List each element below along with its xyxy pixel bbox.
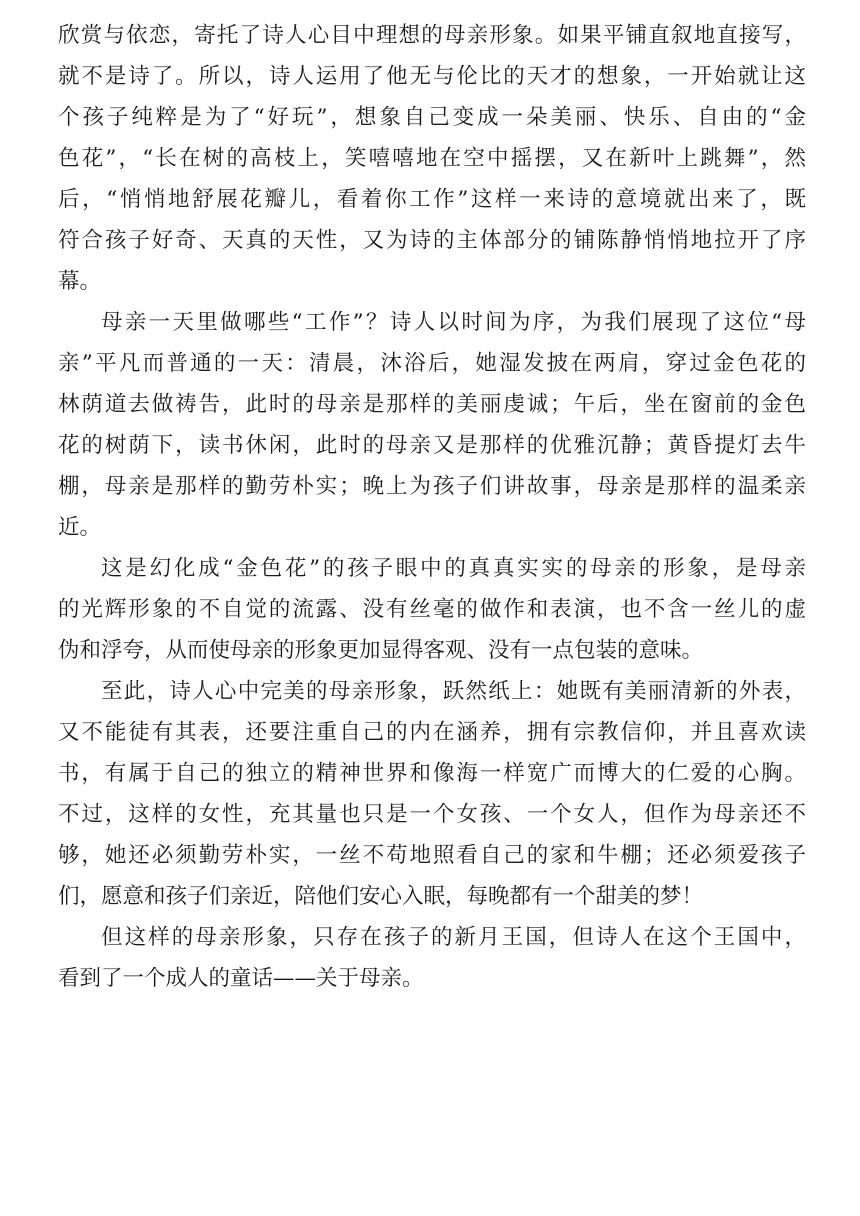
text-line: 不过，这样的女性，充其量也只是一个女孩、一个女人，但作为母亲还不: [58, 802, 808, 827]
text-line: 符合孩子好奇、天真的天性，又为诗的主体部分的铺陈静悄悄地拉开了序: [58, 228, 808, 253]
paragraph-5: [58, 917, 809, 999]
text-line: 后，“悄悄地舒展花瓣儿，看着你工作”这样一来诗的意境就出来了，既: [58, 187, 809, 212]
text-line: 这是幻化成“金色花”的孩子眼中的真真实实的母亲的形象，是母亲: [101, 556, 809, 581]
document-page: [58, 0, 809, 999]
text-line: 个孩子纯粹是为了“好玩”，想象自己变成一朵美丽、快乐、自由的“金: [58, 105, 809, 130]
text-line: 的光辉形象的不自觉的流露、没有丝毫的做作和表演，也不含一丝儿的虚: [58, 597, 808, 622]
paragraph-2: [58, 302, 809, 548]
text-line: 但这样的母亲形象，只存在孩子的新月王国，但诗人在这个王国中，: [101, 925, 809, 950]
text-line: 至此，诗人心中完美的母亲形象，跃然纸上：她既有美丽清新的外表，: [101, 679, 808, 704]
text-line: 伪和浮夸，从而使母亲的形象更加显得客观、没有一点包装的意味。: [58, 638, 704, 663]
text-line: 够，她还必须勤劳朴实，一丝不苟地照看自己的家和牛棚；还必须爱孩子: [58, 843, 808, 868]
text-line: 母亲一天里做哪些“工作”？诗人以时间为序，为我们展现了这位“母: [101, 310, 809, 335]
text-line: 亲”平凡而普通的一天：清晨，沐浴后，她湿发披在两肩，穿过金色花的: [58, 351, 809, 376]
text-line: 林荫道去做祷告，此时的母亲是那样的美丽虔诚；午后，坐在窗前的金色: [58, 392, 808, 417]
paragraph-1: [58, 15, 809, 302]
text-line: 看到了一个成人的童话——关于母亲。: [58, 966, 424, 991]
paragraph-4: [58, 671, 806, 917]
text-line: 色花”，“长在树的高枝上，笑嘻嘻地在空中摇摆，又在新叶上跳舞”，然: [58, 146, 809, 171]
text-line: 书，有属于自己的独立的精神世界和像海一样宽广而博大的仁爱的心胸。: [58, 761, 808, 786]
text-line: 就不是诗了。所以，诗人运用了他无与伦比的天才的想象，一开始就让这: [58, 64, 808, 89]
text-line: 近。: [58, 515, 102, 540]
text-line: 棚，母亲是那样的勤劳朴实；晚上为孩子们讲故事，母亲是那样的温柔亲: [58, 474, 808, 499]
paragraph-3: [58, 548, 809, 671]
text-line: 们，愿意和孩子们亲近，陪他们安心入眠，每晚都有一个甜美的梦！: [58, 884, 704, 909]
text-line: 欣赏与依恋，寄托了诗人心目中理想的母亲形象。如果平铺直叙地直接写，: [58, 23, 808, 48]
text-line: 花的树荫下，读书休闲，此时的母亲又是那样的优雅沉静；黄昏提灯去牛: [58, 433, 808, 458]
text-line: 又不能徒有其表，还要注重自己的内在涵养，拥有宗教信仰，并且喜欢读: [58, 720, 808, 745]
text-line: 幕。: [58, 269, 102, 294]
